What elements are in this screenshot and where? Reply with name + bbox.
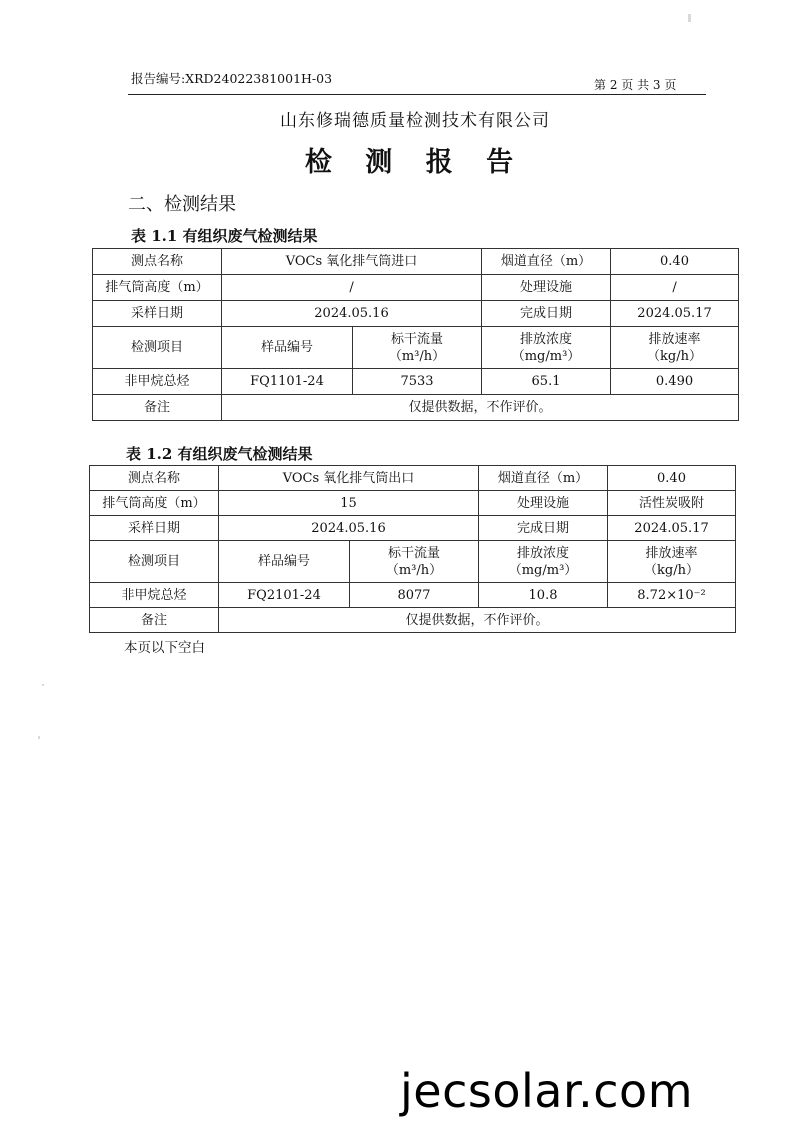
flow-value: 8077 bbox=[350, 583, 479, 608]
blank-note: 本页以下空白 bbox=[124, 640, 205, 656]
table-row bbox=[90, 583, 736, 608]
col-conc-unit: （mg/m³） bbox=[511, 348, 581, 364]
scan-speck bbox=[42, 684, 44, 686]
table-row bbox=[93, 301, 739, 327]
finish-date-value: 2024.05.17 bbox=[608, 516, 736, 541]
table-row bbox=[93, 249, 739, 275]
col-rate bbox=[608, 541, 736, 583]
finish-date-label: 完成日期 bbox=[479, 516, 608, 541]
col-item: 检测项目 bbox=[90, 541, 219, 583]
col-flow bbox=[350, 541, 479, 583]
col-flow-label: 标干流量 bbox=[388, 545, 441, 561]
page-info: 第 2 页 共 3 页 bbox=[594, 78, 677, 92]
table-row bbox=[90, 608, 736, 633]
table-1-caption: 表 1.1 有组织废气检测结果 bbox=[131, 227, 318, 245]
table-row bbox=[90, 491, 736, 516]
point-name-value: VOCs 氧化排气筒进口 bbox=[222, 249, 482, 275]
finish-date-label: 完成日期 bbox=[482, 301, 611, 327]
report-number: 报告编号:XRD24022381001H-03 bbox=[131, 71, 333, 86]
table-row bbox=[90, 516, 736, 541]
col-flow-unit: （m³/h） bbox=[388, 348, 446, 364]
sample-no-value: FQ2101-24 bbox=[219, 583, 350, 608]
facility-value: 活性炭吸附 bbox=[608, 491, 736, 516]
watermark: jecsolar.com bbox=[400, 1064, 694, 1118]
col-conc bbox=[479, 541, 608, 583]
diameter-label: 烟道直径（m） bbox=[479, 466, 608, 491]
finish-date-value: 2024.05.17 bbox=[611, 301, 739, 327]
remark-value: 仅提供数据，不作评价。 bbox=[219, 608, 736, 633]
header-rule bbox=[128, 94, 706, 95]
col-flow bbox=[353, 327, 482, 369]
col-rate-unit: （kg/h） bbox=[644, 562, 699, 578]
table-2 bbox=[89, 465, 736, 633]
col-flow-unit: （m³/h） bbox=[385, 562, 443, 578]
item-value: 非甲烷总烃 bbox=[93, 369, 222, 395]
col-rate-label: 排放速率 bbox=[648, 331, 701, 347]
item-value: 非甲烷总烃 bbox=[90, 583, 219, 608]
diameter-value: 0.40 bbox=[608, 466, 736, 491]
col-rate bbox=[611, 327, 739, 369]
height-value: / bbox=[222, 275, 482, 301]
table-header-row bbox=[93, 327, 739, 369]
sample-date-label: 采样日期 bbox=[93, 301, 222, 327]
facility-value: / bbox=[611, 275, 739, 301]
table-row bbox=[90, 466, 736, 491]
remark-label: 备注 bbox=[93, 395, 222, 421]
remark-label: 备注 bbox=[90, 608, 219, 633]
sample-date-value: 2024.05.16 bbox=[222, 301, 482, 327]
company-name: 山东修瑞德质量检测技术有限公司 bbox=[280, 111, 550, 131]
diameter-label: 烟道直径（m） bbox=[482, 249, 611, 275]
scan-speck bbox=[38, 736, 40, 739]
table-row bbox=[93, 369, 739, 395]
col-item: 检测项目 bbox=[93, 327, 222, 369]
point-name-label: 测点名称 bbox=[93, 249, 222, 275]
col-rate-unit: （kg/h） bbox=[647, 348, 702, 364]
section-title: 二、检测结果 bbox=[128, 194, 236, 215]
point-name-value: VOCs 氧化排气筒出口 bbox=[219, 466, 479, 491]
flow-value: 7533 bbox=[353, 369, 482, 395]
diameter-value: 0.40 bbox=[611, 249, 739, 275]
table-2-caption: 表 1.2 有组织废气检测结果 bbox=[126, 445, 313, 463]
point-name-label: 测点名称 bbox=[90, 466, 219, 491]
report-title: 检 测 报 告 bbox=[304, 147, 526, 178]
col-flow-label: 标干流量 bbox=[391, 331, 444, 347]
rate-value: 0.490 bbox=[611, 369, 739, 395]
height-label: 排气筒高度（m） bbox=[90, 491, 219, 516]
height-value: 15 bbox=[219, 491, 479, 516]
facility-label: 处理设施 bbox=[479, 491, 608, 516]
table-row bbox=[93, 275, 739, 301]
conc-value: 65.1 bbox=[482, 369, 611, 395]
sample-date-value: 2024.05.16 bbox=[219, 516, 479, 541]
col-conc-label: 排放浓度 bbox=[520, 331, 573, 347]
col-sample: 样品编号 bbox=[222, 327, 353, 369]
col-conc-unit: （mg/m³） bbox=[508, 562, 578, 578]
sample-date-label: 采样日期 bbox=[90, 516, 219, 541]
col-sample: 样品编号 bbox=[219, 541, 350, 583]
table-1 bbox=[92, 248, 739, 421]
col-conc bbox=[482, 327, 611, 369]
col-conc-label: 排放浓度 bbox=[517, 545, 570, 561]
scan-speck bbox=[688, 14, 691, 22]
facility-label: 处理设施 bbox=[482, 275, 611, 301]
conc-value: 10.8 bbox=[479, 583, 608, 608]
table-row bbox=[93, 395, 739, 421]
height-label: 排气筒高度（m） bbox=[93, 275, 222, 301]
rate-value: 8.72×10⁻² bbox=[608, 583, 736, 608]
col-rate-label: 排放速率 bbox=[645, 545, 698, 561]
table-header-row bbox=[90, 541, 736, 583]
sample-no-value: FQ1101-24 bbox=[222, 369, 353, 395]
remark-value: 仅提供数据，不作评价。 bbox=[222, 395, 739, 421]
